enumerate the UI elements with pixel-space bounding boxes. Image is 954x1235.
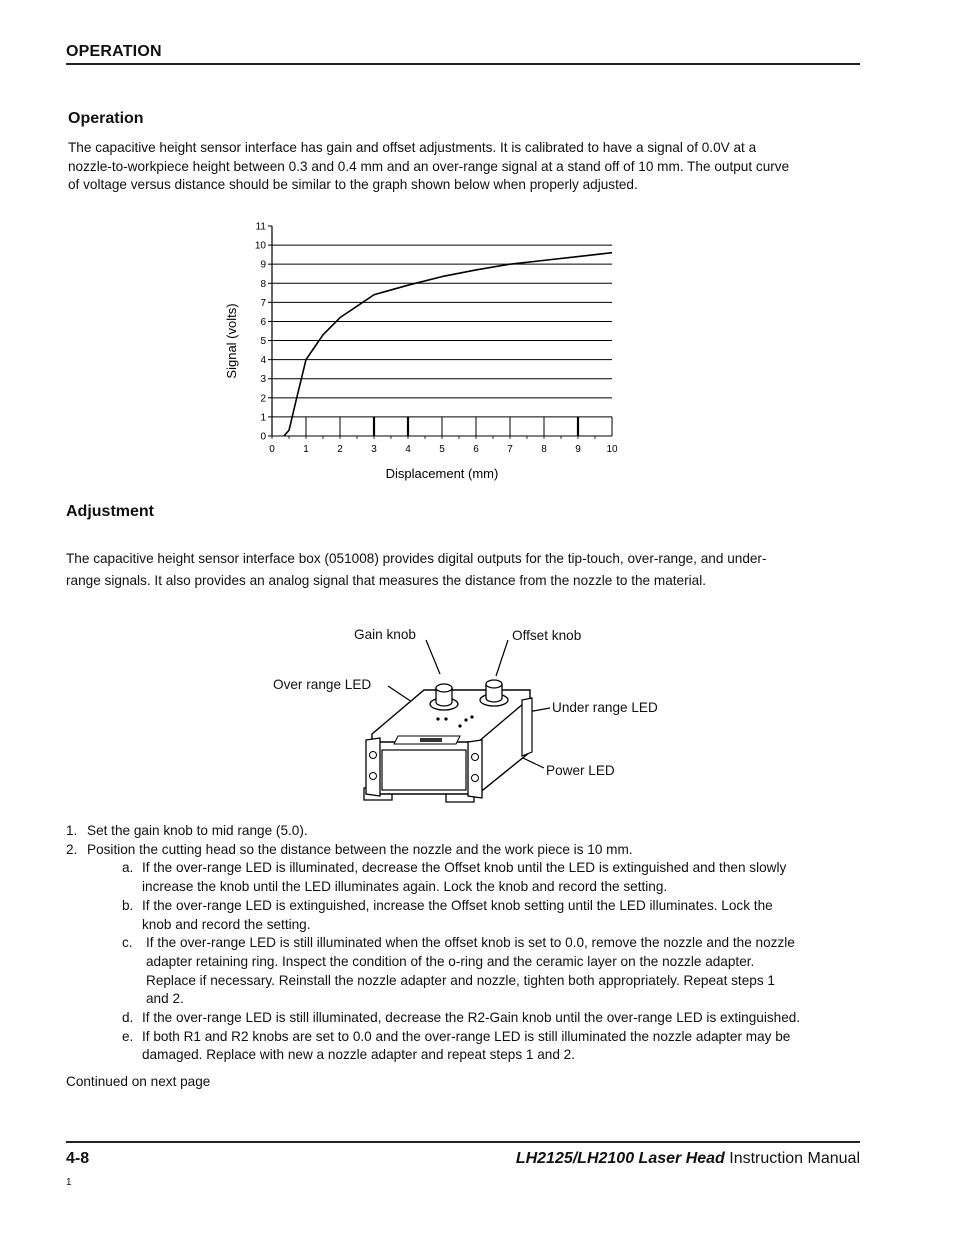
substep-line: damaged. Replace with new a nozzle adapter and repeat steps 1 and 2. <box>142 1047 576 1063</box>
step-item <box>66 822 866 841</box>
under-range-led-label: Under range LED <box>552 700 658 715</box>
substep-text <box>142 859 866 896</box>
x-tick-label: 2 <box>337 444 343 455</box>
offset-knob-label: Offset knob <box>512 628 582 643</box>
x-axis-label: Displacement (mm) <box>385 466 499 481</box>
x-tick-label: 9 <box>575 444 581 455</box>
x-tick-label: 10 <box>606 444 618 455</box>
substep-line: If the over-range LED is still illuminated when the offset knob is set to 0.0, remove the nozzle and the nozzle <box>146 935 795 951</box>
y-tick-label: 11 <box>255 221 266 233</box>
substep-item <box>122 897 866 934</box>
substep-letter: a. <box>122 860 134 876</box>
step-text: Set the gain knob to mid range (5.0). <box>87 823 308 838</box>
substep-letter: c. <box>122 935 133 951</box>
adjustment-line: range signals. It also provides an analog signal that measures the distance from the nozzle to the material. <box>66 572 707 588</box>
step-item <box>66 841 866 860</box>
substep-line: If the over-range LED is extinguished, increase the Offset knob setting until the LED illuminates. Lock the <box>142 897 773 913</box>
x-tick-label: 6 <box>473 444 479 455</box>
substep-letter: b. <box>122 897 134 913</box>
substep-item <box>122 859 866 896</box>
step-number: 2. <box>66 841 78 857</box>
adjustment-line: The capacitive height sensor interface box (051008) provides digital outputs for the tip-touch, over-range, and under- <box>66 551 767 566</box>
substep-line: If the over-range LED is illuminated, decrease the Offset knob until the LED is extinguished and then slowly <box>142 860 787 876</box>
substep-item <box>122 1028 866 1065</box>
x-tick-label: 8 <box>541 444 547 455</box>
footer-revision-mark: 1 <box>66 1177 72 1188</box>
substep-line: knob and record the setting. <box>142 916 311 932</box>
power-led-label: Power LED <box>546 763 615 778</box>
continued-note: Continued on next page <box>66 1074 211 1089</box>
y-tick-label: 5 <box>260 336 266 348</box>
substep-line: increase the knob until the LED illuminates again. Lock the knob and record the setting. <box>142 879 668 895</box>
adjustment-paragraph <box>66 548 767 591</box>
substep-text <box>146 934 866 1009</box>
interface-box-diagram <box>260 618 690 816</box>
y-tick-label: 10 <box>254 240 266 252</box>
operation-line: The capacitive height sensor interface has gain and offset adjustments. It is calibrated to have a signal of 0.0V at a <box>68 140 757 155</box>
y-tick-label: 9 <box>260 259 266 271</box>
x-tick-label: 7 <box>507 444 513 455</box>
footer-doc-title: Instruction Manual <box>729 1150 860 1167</box>
y-tick-label: 1 <box>260 412 266 424</box>
x-tick-label: 4 <box>405 444 411 455</box>
over-range-led-label: Over range LED <box>273 677 372 692</box>
signal-curve <box>284 253 612 436</box>
substep-letter: e. <box>122 1028 134 1044</box>
footer-rule <box>66 1141 860 1143</box>
header-rule <box>66 63 860 65</box>
adjustment-steps <box>66 822 866 1065</box>
substep-text <box>142 897 866 934</box>
substep-line: Replace if necessary. Reinstall the nozzle adapter and nozzle, tighten both appropriately. Repeat steps 1 <box>146 972 775 988</box>
y-tick-label: 6 <box>260 316 266 328</box>
step-text: Position the cutting head so the distance between the nozzle and the work piece is 10 mm. <box>87 841 633 857</box>
signal-displacement-chart <box>200 212 640 492</box>
x-tick-label: 1 <box>303 444 309 455</box>
substep-line: and 2. <box>146 991 184 1007</box>
operation-line: of voltage versus distance should be similar to the graph shown below when properly adjusted. <box>68 177 638 192</box>
y-tick-label: 4 <box>260 355 266 367</box>
x-tick-label: 0 <box>269 444 275 455</box>
substep-text <box>142 1028 866 1065</box>
section-header: OPERATION <box>66 43 162 60</box>
operation-line: nozzle-to-workpiece height between 0.3 and 0.4 mm and an over-range signal at a stand off of 10 mm. The output curve <box>68 158 790 174</box>
substep-item <box>122 1009 866 1028</box>
operation-heading: Operation <box>68 110 144 127</box>
substep-line: If the over-range LED is still illuminated, decrease the R2-Gain knob until the over-range LED is extinguished. <box>142 1010 801 1026</box>
y-tick-label: 0 <box>260 431 266 443</box>
x-tick-label: 3 <box>371 444 377 455</box>
substep-item <box>122 934 866 1009</box>
footer-model: LH2125/LH2100 Laser Head <box>515 1150 725 1167</box>
substep-text <box>142 1009 866 1028</box>
adjustment-heading: Adjustment <box>66 503 154 520</box>
y-tick-label: 8 <box>260 278 266 290</box>
substep-line: If both R1 and R2 knobs are set to 0.0 and the over-range LED is still illuminated the nozzle adapter may be <box>142 1028 791 1044</box>
step-number: 1. <box>66 823 78 838</box>
footer-title <box>516 1150 860 1168</box>
operation-paragraph <box>68 139 789 195</box>
page-number: 4-8 <box>66 1150 90 1167</box>
gain-knob-label: Gain knob <box>354 627 416 642</box>
y-tick-label: 3 <box>260 374 266 386</box>
substep-letter: d. <box>122 1010 134 1026</box>
interface-box-drawing <box>260 618 690 816</box>
y-tick-label: 7 <box>260 297 266 309</box>
y-tick-label: 2 <box>260 393 266 405</box>
y-axis-label: Signal (volts) <box>224 303 239 379</box>
x-tick-label: 5 <box>439 444 445 455</box>
substep-line: adapter retaining ring. Inspect the condition of the o-ring and the ceramic layer on the nozzle adapter. <box>146 953 755 969</box>
